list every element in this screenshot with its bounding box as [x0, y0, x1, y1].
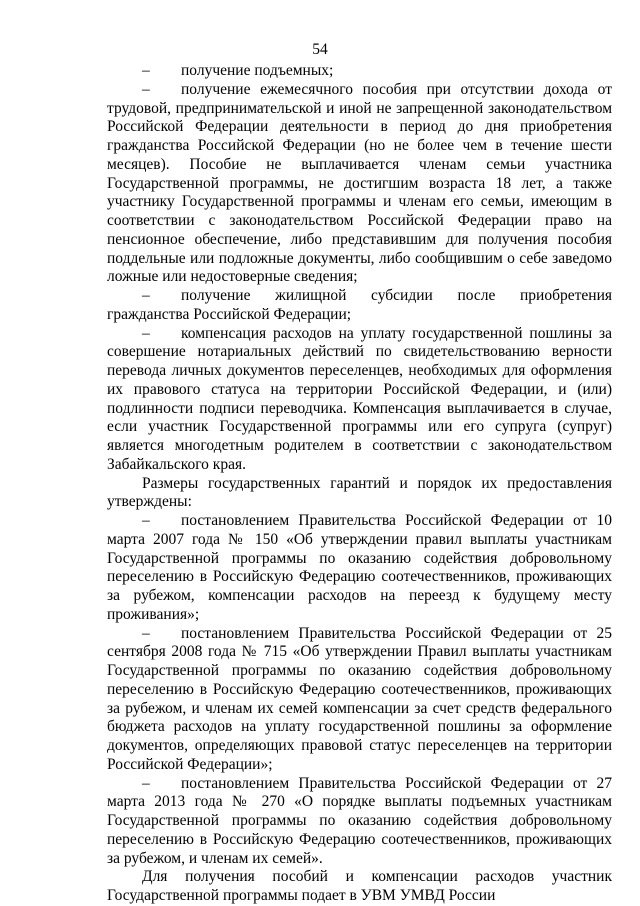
paragraph-text: Размеры государственных гарантий и порядок их предоставления утверждены:	[107, 474, 612, 511]
list-item-kompensaciya	[107, 325, 612, 475]
paragraph-text: постановлением Правительства Российской Федерации от 27 марта 2013 года № 270 «О порядке выплаты подъемных участникам Государственной программы по оказанию содействия добровольному переселению в Российскую Федерацию соотечественников, проживающих за рубежом, и членам их семей».	[107, 774, 612, 867]
list-dash: –	[142, 80, 150, 98]
paragraph-text: получение подъемных;	[181, 62, 334, 79]
paragraph-text: получение жилищной субсидии после приобретения гражданства Российской Федерации;	[107, 287, 612, 323]
paragraph-text: Для получения пособий и компенсации расходов участник Государственной программы подает в УВМ УМВД России	[107, 868, 612, 904]
paragraph-razmery	[107, 475, 612, 513]
paragraph-text: постановлением Правительства Российской Федерации от 10 марта 2007 года № 150 «Об утверждении правил выплаты участникам Государственной программы по оказанию содействия добровольному переселению в Российскую Федерацию соотечественников, проживающих за рубежом, компенсации расходов на переезд к будущему месту проживания»;	[107, 512, 612, 623]
document-body	[107, 62, 612, 906]
list-dash: –	[142, 774, 150, 792]
paragraph-text: постановлением Правительства Российской Федерации от 25 сентября 2008 года № 715 «Об утверждении Правил выплаты участникам Государственной программы по оказанию содействия добровольному переселению в Российскую Федерацию соотечественников, проживающих за рубежом, и членам их семей компенсации за счет средств федерального бюджета расходов на уплату государственной пошлины за оформление документов, определяющих правовой статус переселенцев на территории Российской Федерации»;	[107, 624, 612, 773]
paragraph-text: компенсация расходов на уплату государственной пошлины за совершение нотариальных действий по свидетельствованию верности перевода личных документов переселенцев, необходимых для оформления их правового статуса на территории Российской Федерации, и (или) подлинности подписи переводчика. Компенсация выплачивается в случае, если участник Государственной программы или его супруга (супруг) является многодетным родителем в соответствии с законодательством Забайкальского края.	[107, 324, 612, 473]
list-item-postanovlenie-715	[107, 625, 612, 775]
list-dash: –	[142, 624, 150, 642]
list-item-postanovlenie-150	[107, 512, 612, 625]
page-number: 54	[312, 41, 328, 58]
paragraph-dlya-polucheniya	[107, 868, 612, 906]
list-item-postanovlenie-270	[107, 775, 612, 869]
list-item-subsidiya	[107, 287, 612, 325]
list-item-podyemnye	[107, 62, 612, 81]
paragraph-text: получение ежемесячного пособия при отсутствии дохода от трудовой, предпринимательской и иной не запрещенной законодательством Российской Федерации деятельности в период до дня приобретения гражданства Российской Федерации (но не более чем в течение шести месяцев). Пособие не выплачивается членам семьи участника Государственной программы, не достигшим возраста 18 лет, а также участнику Государственной программы и членам его семьи, имеющим в соответствии с законодательством Российской Федерации право на пенсионное обеспечение, либо представившим для получения пособия поддельные или подложные документы, либо сообщившим о себе заведомо ложные или недостоверные сведения;	[107, 80, 612, 286]
list-dash: –	[142, 287, 150, 304]
list-dash: –	[142, 62, 150, 79]
list-dash: –	[142, 512, 150, 529]
list-item-posobie	[107, 81, 612, 287]
list-dash: –	[142, 324, 150, 342]
